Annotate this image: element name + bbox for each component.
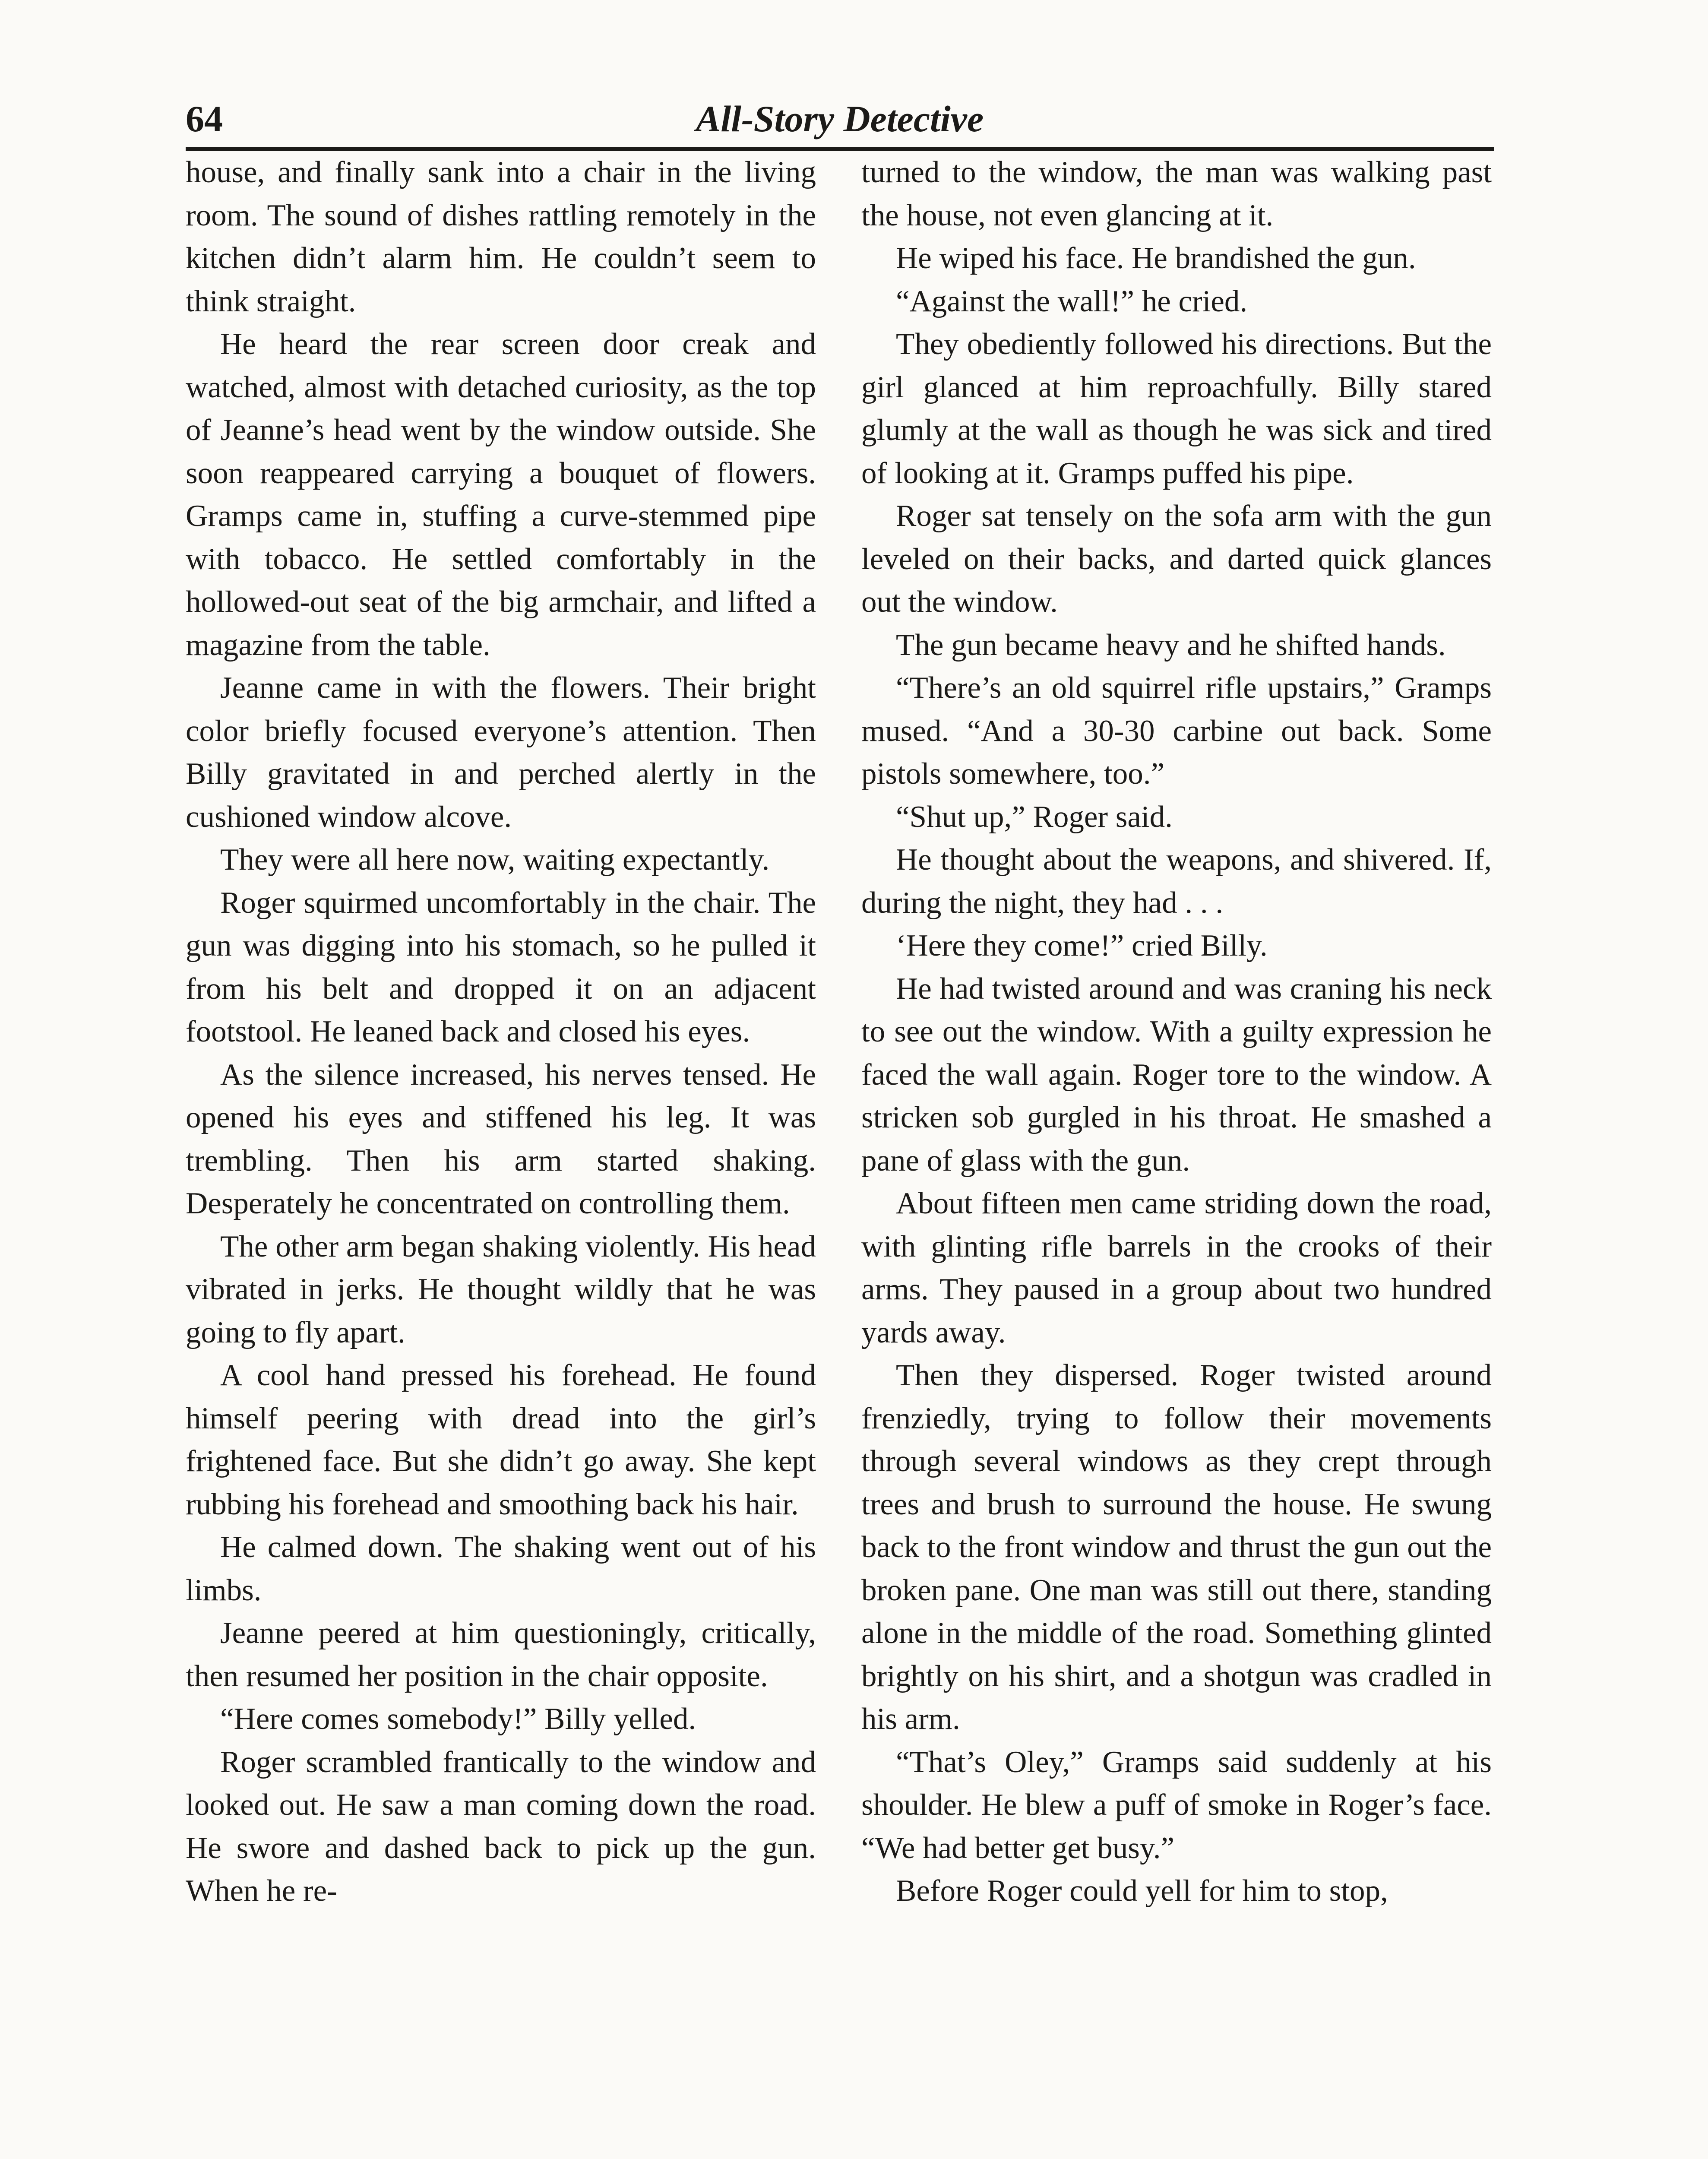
paragraph: They obediently followed his directions. But the girl glanced at him reproachfully. Billy stared glumly at the wall as though he was sick and tired of looking at it. Gramps puffed his pipe.: [861, 327, 1492, 490]
paragraph: Then they dispersed. Roger twisted around frenziedly, trying to follow their movements through several windows as they crept through trees and brush to surround the house. He swung back to the front window and thrust the gun out the broken pane. One man was still out there, standing alone in the middle of the road. Something glinted brightly on his shirt, and a shotgun was cradled in his arm.: [861, 1358, 1492, 1736]
paragraph: He had twisted around and was craning his neck to see out the window. With a guilty expression he faced the wall again. Roger tore to the window. A stricken sob gurgled in his throat. He smashed a pane of glass with the gun.: [861, 972, 1492, 1178]
paragraph: About fifteen men came striding down the road, with glinting rifle barrels in the crooks of their arms. They paused in a group about two hundred yards away.: [861, 1187, 1492, 1349]
paragraph: “There’s an old squirrel rifle upstairs,” Gramps mused. “And a 30-30 carbine out back. Some pistols somewhere, too.”: [861, 671, 1492, 791]
paragraph: He wiped his face. He brandished the gun.: [896, 241, 1416, 275]
paragraph: He calmed down. The shaking went out of his limbs.: [186, 1530, 816, 1607]
paragraph: “That’s Oley,” Gramps said suddenly at his shoulder. He blew a puff of smoke in Roger’s face. “We had better get busy.”: [861, 1745, 1492, 1865]
running-title: All-Story Detective: [696, 98, 984, 139]
paragraph: As the silence increased, his nerves tensed. He opened his eyes and stiffened his leg. It was trembling. Then his arm started shaking. Desperately he concentrated on controlling them.: [186, 1057, 816, 1220]
page-header: [186, 86, 1494, 151]
paragraph: “Against the wall!” he cried.: [896, 284, 1248, 318]
paragraph: Jeanne peered at him questioningly, critically, then resumed her position in the chair opposite.: [186, 1616, 816, 1693]
paragraph: Before Roger could yell for him to stop,: [896, 1874, 1388, 1908]
paragraph: ‘Here they come!” cried Billy.: [896, 929, 1268, 962]
paragraph: They were all here now, waiting expectantly.: [220, 843, 770, 877]
paragraph: The gun became heavy and he shifted hands.: [896, 628, 1446, 662]
paragraph: He heard the rear screen door creak and watched, almost with detached curiosity, as the top of Jeanne’s head went by the window outside. She soon reappeared carrying a bouquet of flowers. Gramps came in, stuffing a curve-stemmed pipe with tobacco. He settled comfortably in the hollowed-out seat of the big armchair, and lifted a magazine from the table.: [186, 327, 816, 662]
page-number: 64: [186, 98, 223, 139]
paragraph: A cool hand pressed his forehead. He found himself peering with dread into the girl’s frightened face. But she didn’t go away. She kept rubbing his forehead and smoothing back his hair.: [186, 1358, 816, 1521]
paragraph: Jeanne came in with the flowers. Their bright color briefly focused everyone’s attention. Then Billy gravitated in and perched alertly in the cushioned window alcove.: [186, 671, 816, 834]
paragraph: Roger squirmed uncomfortably in the chair. The gun was digging into his stomach, so he pulled it from his belt and dropped it on an adjacent footstool. He leaned back and closed his eyes.: [186, 886, 816, 1048]
paragraph: The other arm began shaking violently. His head vibrated in jerks. He thought wildly that he was going to fly apart.: [186, 1229, 816, 1349]
paragraph: house, and finally sank into a chair in the living room. The sound of dishes rattling remotely in the kitchen didn’t alarm him. He couldn’t seem to think straight.: [186, 155, 816, 318]
paragraph: “Shut up,” Roger said.: [896, 800, 1173, 834]
right-column: [861, 151, 1492, 2159]
paragraph: He thought about the weapons, and shivered. If, during the night, they had . . .: [861, 843, 1492, 920]
paragraph: Roger sat tensely on the sofa arm with the gun leveled on their backs, and darted quick glances out the window.: [861, 499, 1492, 619]
left-column: [186, 151, 816, 2159]
paragraph: turned to the window, the man was walking past the house, not even glancing at it.: [861, 155, 1492, 232]
paragraph: “Here comes somebody!” Billy yelled.: [220, 1702, 696, 1736]
paragraph: Roger scrambled frantically to the window and looked out. He saw a man coming down the road. He swore and dashed back to pick up the gun. When he re-: [186, 1745, 816, 1908]
